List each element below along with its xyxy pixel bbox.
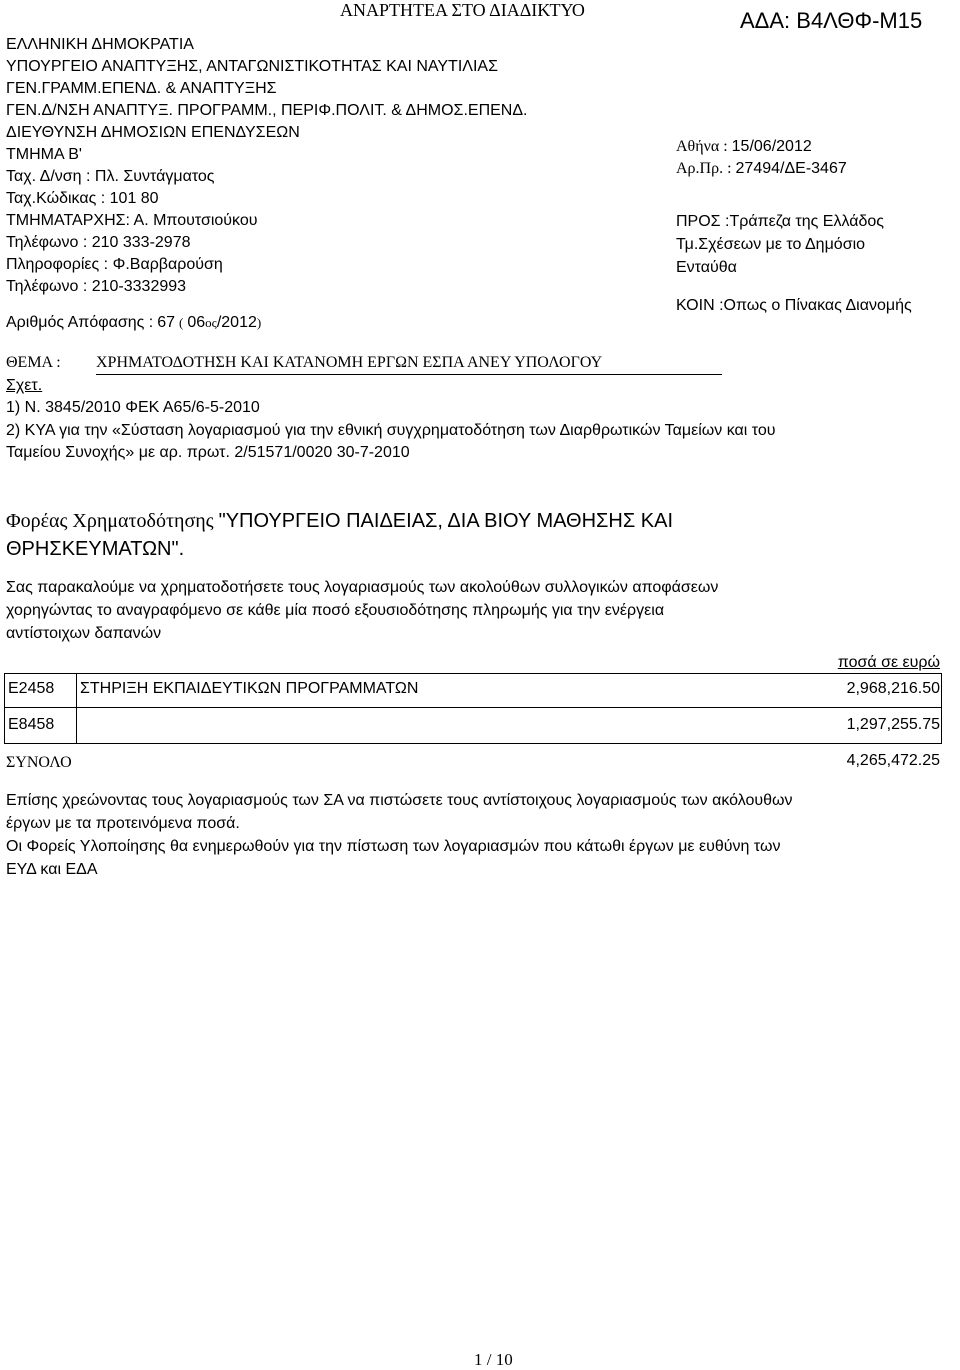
funder-name-cont: ΘΡΗΣΚΕΥΜΑΤΩΝ". [6,538,185,560]
reference-item: 2) ΚΥΑ για την «Σύσταση λογαριασμού για την εθνική συγχρηματοδότηση των Διαρθρωτικών Ταμείων και του [6,422,776,439]
decision-month: 06 [187,314,206,331]
closing-line: έργων με τα προτεινόμενα ποσά. [6,815,240,832]
table-border-top [4,673,942,674]
decision-number-line [6,312,261,334]
table-row-divider [4,707,942,708]
place-label: Αθήνα : [676,138,728,155]
table-row-code: Ε2458 [8,680,55,697]
org-line: ΓΕΝ.ΓΡΑΜΜ.ΕΠΕΝΔ. & ΑΝΑΠΤΥΞΗΣ [6,80,277,97]
funder-prefix: Φορέας Χρηματοδότησης [6,510,214,532]
cc-line: ΚΟΙΝ :Οπως ο Πίνακας Διανομής [676,297,912,314]
protocol-number: 27494/ΔΕ-3467 [735,160,847,177]
references-label: Σχετ. [6,377,43,394]
funder-name: "ΥΠΟΥΡΓΕΙΟ ΠΑΙΔΕΙΑΣ, ΔΙΑ ΒΙΟΥ ΜΑΘΗΣΗΣ ΚΑΙ [218,510,674,532]
recipient-department: Τμ.Σχέσεων με το Δημόσιο [676,236,866,253]
org-line: Τηλέφωνο : 210 333-2978 [6,234,191,251]
protocol-line [676,158,847,180]
table-row-amount: 1,297,255.75 [846,716,940,733]
table-border-right [941,673,942,743]
closing-line: ΕΥΔ και ΕΔΑ [6,861,98,878]
decision-label: Αριθμός Απόφασης : [6,314,154,331]
subject-label: ΘΕΜΑ : [6,354,61,371]
protocol-label: Αρ.Πρ. : [676,160,732,177]
org-line: Ταχ.Κώδικας : 101 80 [6,190,159,207]
request-line: χορηγώντας το αναγραφόμενο σε κάθε μία ποσό εξουσιοδότησης πληρωμής για την ενέργεια [6,602,665,619]
org-line: ΓΕΝ.Δ/ΝΣΗ ΑΝΑΠΤΥΞ. ΠΡΟΓΡΑΜΜ., ΠΕΡΙΦ.ΠΟΛΙΤ. & ΔΗΜΟΣ.ΕΠΕΝΔ. [6,102,528,119]
table-column-divider [76,673,77,743]
page-number [474,1350,513,1370]
decision-year: /2012 [216,314,257,331]
document-date: 15/06/2012 [731,138,812,155]
posting-title: ΑΝΑΡΤΗΤΕΑ ΣΤΟ ΔΙΑΔΙΚΤΥΟ [340,0,585,20]
subject-text: ΧΡΗΜΑΤΟΔΟΤΗΣΗ ΚΑΙ ΚΑΤΑΝΟΜΗ ΕΡΓΩΝ ΕΣΠΑ ΑΝΕΥ ΥΠΟΛΟΓΟΥ [96,352,722,375]
reference-item-cont: Ταμείου Συνοχής» με αρ. πρωτ. 2/51571/0020 30-7-2010 [6,444,410,461]
org-block [6,34,527,298]
total-amount: 4,265,472.25 [846,752,940,769]
org-line: Ταχ. Δ/νση : Πλ. Συντάγματος [6,168,215,185]
closing-line: Οι Φορείς Υλοποίησης θα ενημερωθούν για την πίστωση των λογαριασμών που κάτωθι έργων με ευθύνη των [6,838,781,855]
org-line: ΔΙΕΥΘΥΝΣΗ ΔΗΜΟΣΙΩΝ ΕΠΕΝΔΥΣΕΩΝ [6,124,300,141]
total-label: ΣΥΝΟΛΟ [6,754,72,771]
table-border-left [4,673,5,743]
org-line: Πληροφορίες : Φ.Βαρβαρούση [6,256,223,273]
table-row-description: ΣΤΗΡΙΞΗ ΕΚΠΑΙΔΕΥΤΙΚΩΝ ΠΡΟΓΡΑΜΜΑΤΩΝ [80,680,419,697]
table-row-amount: 2,968,216.50 [846,680,940,697]
page-total: 10 [495,1350,513,1369]
org-line: ΕΛΛΗΝΙΚΗ ΔΗΜΟΚΡΑΤΙΑ [6,36,194,53]
date-line [676,136,812,158]
funder-line [6,510,673,533]
recipient-line: ΠΡΟΣ :Τράπεζα της Ελλάδος [676,213,884,230]
decision-paren-close: ) [256,315,262,330]
org-line: ΥΠΟΥΡΓΕΙΟ ΑΝΑΠΤΥΞΗΣ, ΑΝΤΑΓΩΝΙΣΤΙΚΟΤΗΤΑΣ ΚΑΙ ΝΑΥΤΙΛΙΑΣ [6,58,498,75]
decision-paren-open: ( [179,315,184,330]
org-line: Τηλέφωνο : 210-3332993 [6,278,187,295]
page-separator: / [486,1350,492,1369]
request-line: αντίστοιχων δαπανών [6,625,162,642]
request-line: Σας παρακαλούμε να χρηματοδοτήσετε τους λογαριασμούς των ακολούθων συλλογικών αποφάσεων [6,579,719,596]
table-row-code: Ε8458 [8,716,55,733]
decision-suffix: ος [205,315,217,330]
reference-item: 1) Ν. 3845/2010 ΦΕΚ Α65/6-5-2010 [6,399,260,416]
table-border-bottom [4,743,942,744]
org-line: ΤΜΗΜΑΤΑΡΧΗΣ: Α. Μπουτσιούκου [6,212,258,229]
amount-header: ποσά σε ευρώ [837,654,940,671]
org-line: ΤΜΗΜΑ Β' [6,146,82,163]
recipient-location: Ενταύθα [676,259,737,276]
ada-code: ΑΔΑ: Β4ΛΘΦ-Μ15 [740,8,923,33]
decision-number: 67 [157,314,176,331]
closing-line: Επίσης χρεώνοντας τους λογαριασμούς των ΣΑ να πιστώσετε τους αντίστοιχους λογαριασμούς των ακόλουθων [6,792,793,809]
page-current: 1 [474,1350,483,1369]
